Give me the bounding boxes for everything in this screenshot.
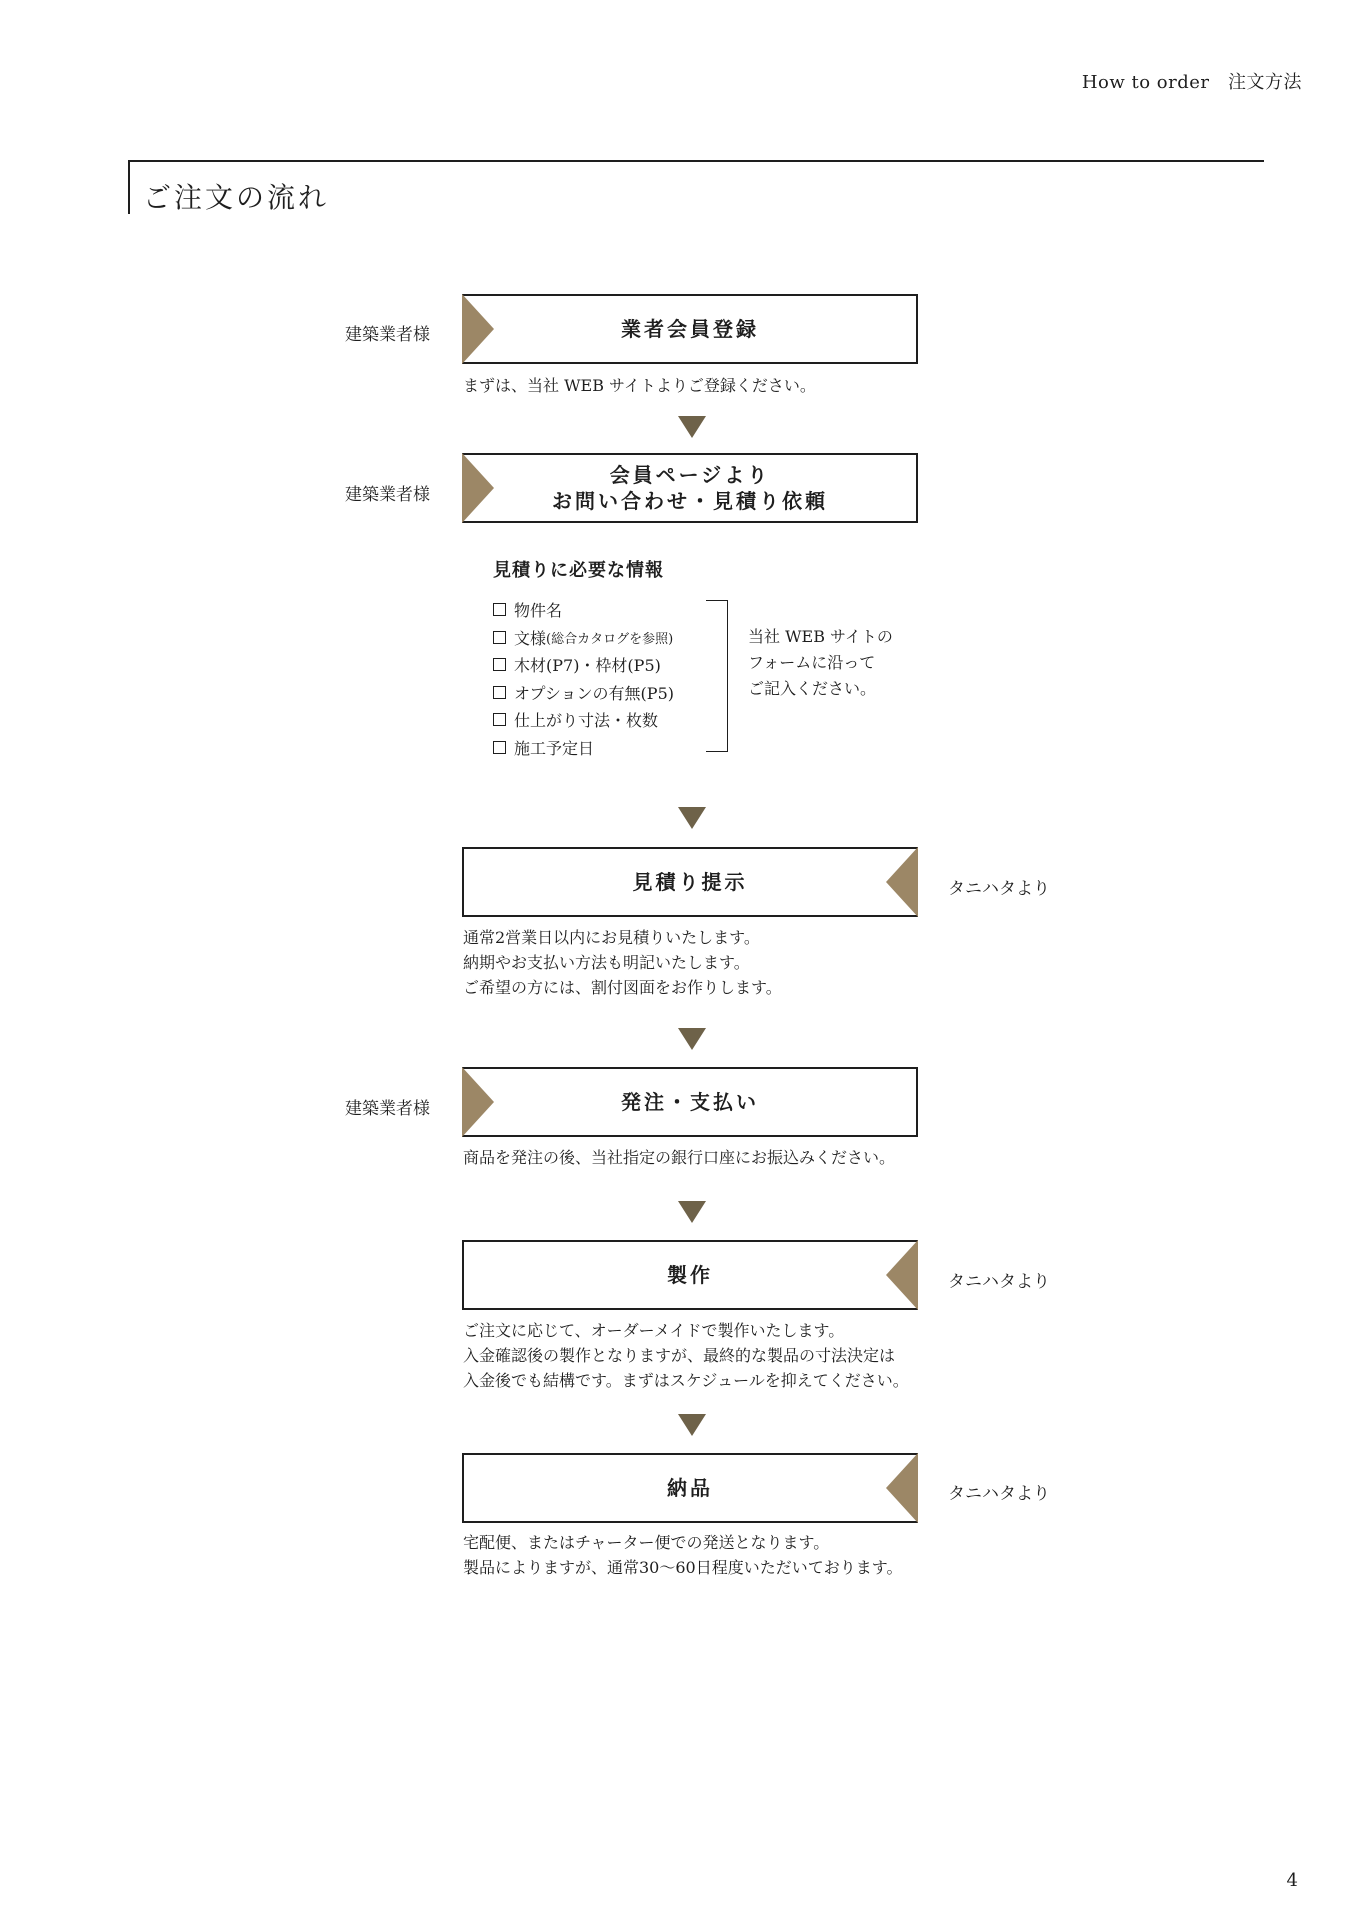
step-2-actor: 建築業者様: [345, 485, 430, 505]
step-6-box: [462, 1453, 918, 1523]
step-1-marker-icon: [462, 294, 494, 364]
checkbox-icon: [493, 603, 506, 616]
arrow-down-icon: [678, 416, 706, 438]
arrow-down-icon: [678, 1201, 706, 1223]
estimate-info-item: 物件名: [493, 596, 674, 624]
description-line: ご希望の方には、割付図面をお作りします。: [463, 978, 782, 997]
step-1-title: [621, 316, 759, 342]
estimate-info-list: [493, 596, 674, 761]
checkbox-icon: [493, 686, 506, 699]
step-3-title-line: 見積り提示: [632, 870, 748, 894]
step-1-box: [462, 294, 918, 364]
description-line: ご注文に応じて、オーダーメイドで製作いたします。: [463, 1321, 845, 1340]
step-2-box: [462, 453, 918, 523]
step-1-description: [463, 373, 816, 398]
bracket: [706, 600, 728, 752]
step-2-marker-icon: [462, 453, 494, 523]
estimate-info-item: 文様 (総合カタログを参照): [493, 624, 674, 652]
estimate-info-item: 仕上がり寸法・枚数: [493, 706, 674, 734]
step-5-box: [462, 1240, 918, 1310]
step-3-description: [463, 925, 782, 1000]
description-line: 通常2営業日以内にお見積りいたします。: [463, 928, 760, 947]
estimate-info-item-note: (総合カタログを参照): [546, 631, 674, 647]
step-6-title-line: 納品: [667, 1476, 713, 1500]
step-6-actor: タニハタより: [948, 1484, 1050, 1504]
estimate-info-title: 見積りに必要な情報: [493, 560, 664, 581]
estimate-info-item: 施工予定日: [493, 734, 674, 762]
step-6-description: [463, 1530, 902, 1580]
step-2-title: [552, 462, 828, 514]
step-3-actor: タニハタより: [948, 879, 1050, 899]
bracket-note: [748, 624, 893, 702]
bracket-note-line: フォームに沿って: [748, 653, 876, 672]
step-3-box: [462, 847, 918, 917]
step-1-title-line: 業者会員登録: [621, 317, 759, 341]
step-5-actor: タニハタより: [948, 1272, 1050, 1292]
step-4-marker-icon: [462, 1067, 494, 1137]
arrow-down-icon: [678, 807, 706, 829]
header-label: How to order 注文方法: [1081, 72, 1302, 93]
step-3-marker-icon: [886, 847, 918, 917]
checkbox-icon: [493, 713, 506, 726]
step-5-marker-icon: [886, 1240, 918, 1310]
section-rule-top: [128, 160, 1264, 162]
arrow-down-icon: [678, 1028, 706, 1050]
step-2-title-line: お問い合わせ・見積り依頼: [552, 489, 828, 513]
checkbox-icon: [493, 658, 506, 671]
step-4-title-line: 発注・支払い: [621, 1090, 759, 1114]
step-5-description: [463, 1318, 909, 1393]
checkbox-icon: [493, 741, 506, 754]
description-line: 納期やお支払い方法も明記いたします。: [463, 953, 750, 972]
estimate-info-item: 木材(P7)・枠材(P5): [493, 651, 674, 679]
description-line: まずは、当社 WEB サイトよりご登録ください。: [463, 376, 816, 395]
description-line: 入金確認後の製作となりますが、最終的な製品の寸法決定は: [463, 1346, 896, 1365]
section-rule-left: [128, 160, 130, 214]
step-4-actor: 建築業者様: [345, 1099, 430, 1119]
checkbox-icon: [493, 631, 506, 644]
description-line: 入金後でも結構です。まずはスケジュールを抑えてください。: [463, 1371, 909, 1390]
step-1-actor: 建築業者様: [345, 325, 430, 345]
estimate-info-item: オプションの有無(P5): [493, 679, 674, 707]
page-number: 4: [1286, 1870, 1298, 1891]
step-6-title: [667, 1475, 713, 1501]
step-6-marker-icon: [886, 1453, 918, 1523]
step-2-title-line: 会員ページより: [609, 463, 771, 487]
step-5-title-line: 製作: [667, 1263, 713, 1287]
arrow-down-icon: [678, 1414, 706, 1436]
step-4-box: [462, 1067, 918, 1137]
description-line: 製品によりますが、通常30〜60日程度いただいております。: [463, 1558, 903, 1577]
bracket-note-line: ご記入ください。: [748, 679, 877, 698]
step-3-title: [633, 869, 748, 895]
bracket-note-line: 当社 WEB サイトの: [748, 627, 893, 646]
description-line: 商品を発注の後、当社指定の銀行口座にお振込みください。: [463, 1148, 896, 1167]
description-line: 宅配便、またはチャーター便での発送となります。: [463, 1533, 830, 1552]
section-title: ご注文の流れ: [143, 181, 330, 214]
step-5-title: [667, 1262, 713, 1288]
step-4-title: [621, 1089, 759, 1115]
step-4-description: [463, 1145, 895, 1170]
